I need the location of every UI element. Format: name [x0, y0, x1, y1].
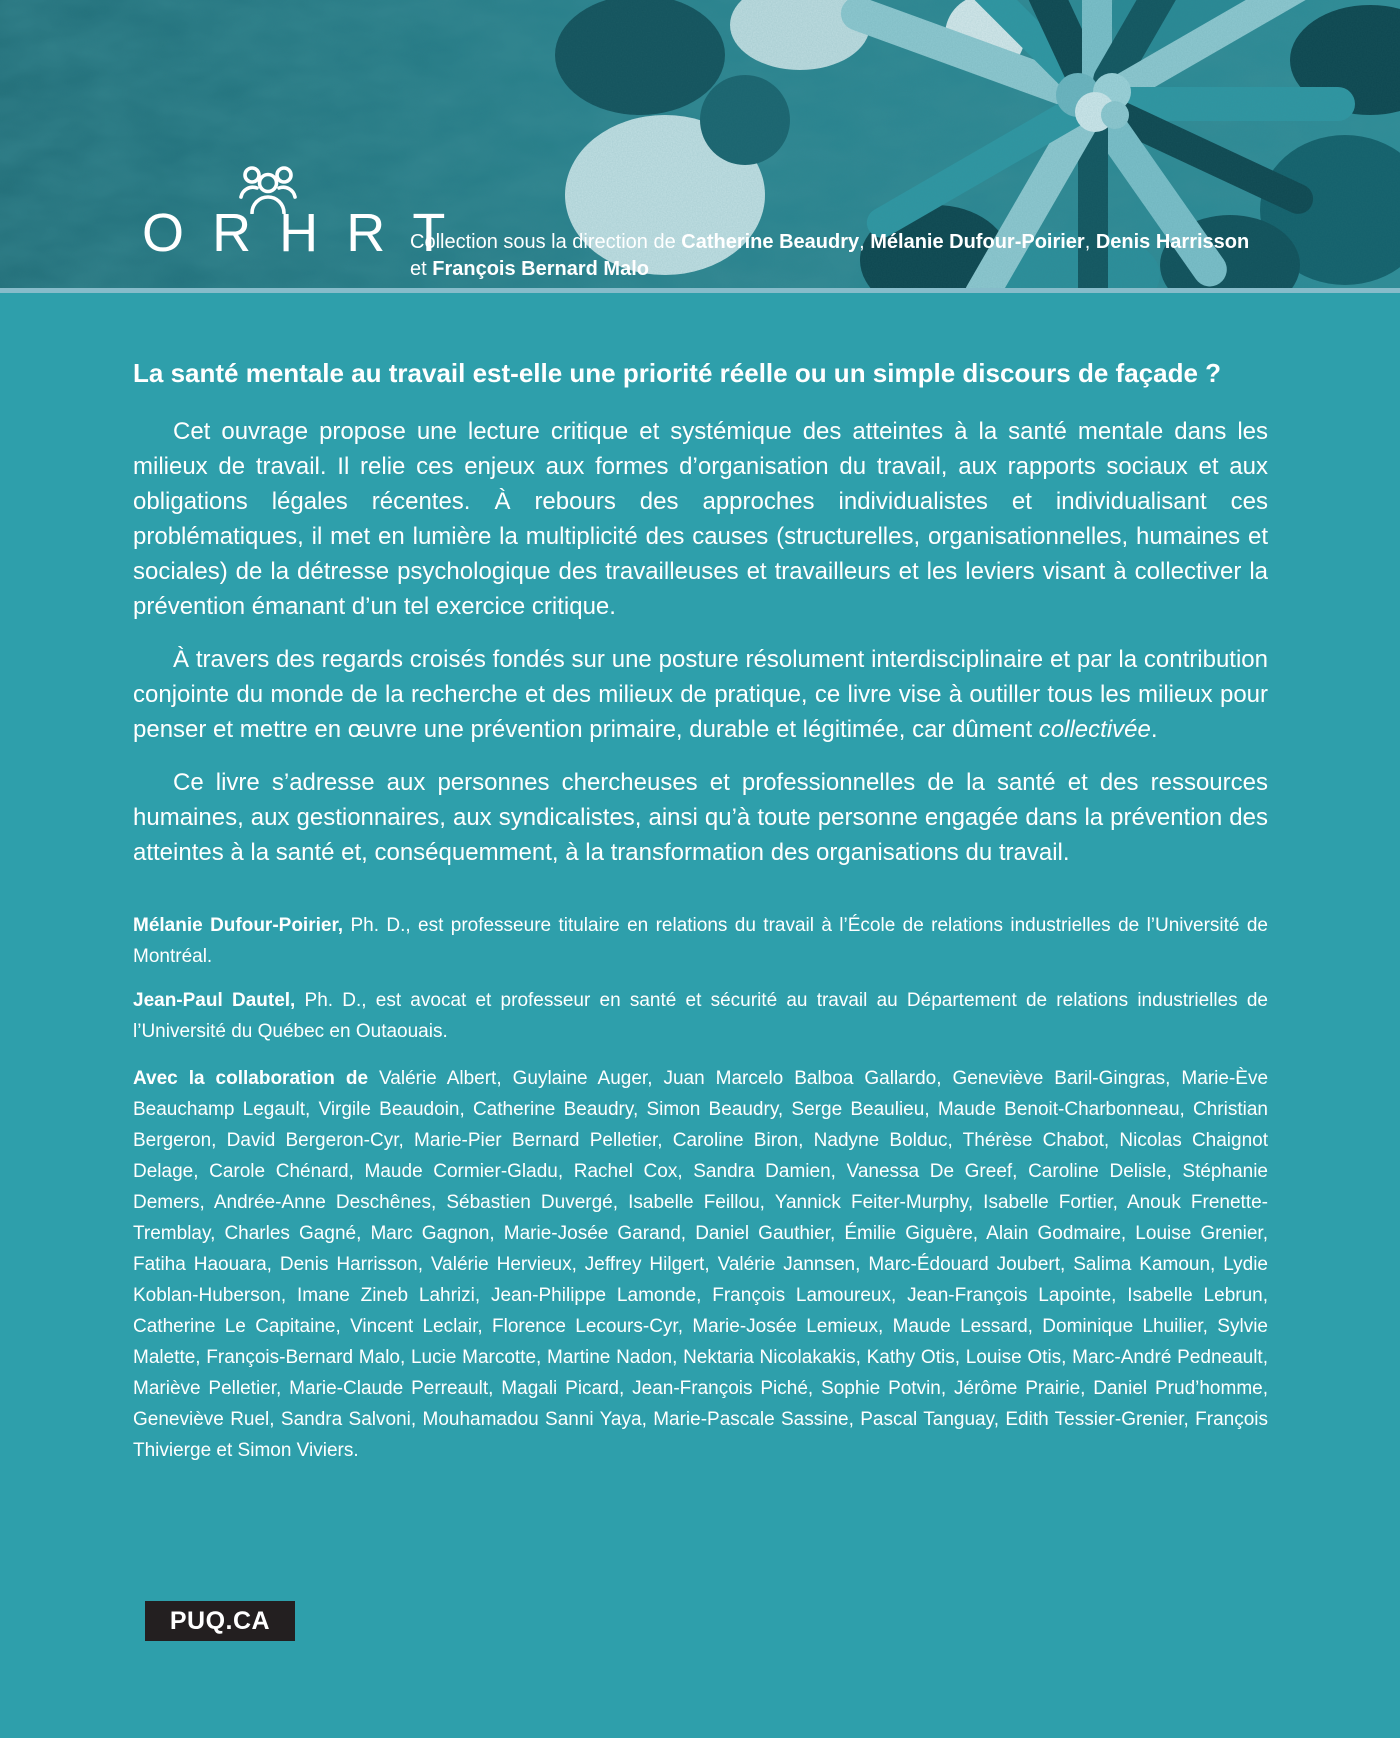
- collection-director: Denis Harrisson: [1095, 231, 1250, 253]
- collaborators-list: [133, 1063, 1268, 1466]
- author-name: Jean-Paul Dautel,: [133, 990, 296, 1011]
- collaborators-names: Valérie Albert, Guylaine Auger, Juan Marcelo Balboa Gallardo, Geneviève Baril-Gingras, Marie-Ève Beauchamp Legault, Virgile Beaudoin, Catherine Beaudry, Simon Beaudry, Serge Beaulieu, Maude Benoit-Charbonneau, Christian Bergeron, David Bergeron-Cyr, Marie-Pier Bernard Pelletier, Caroline Biron, Nadyne Bolduc, Thérèse Chabot, Nicolas Chaignot Delage, Carole Chénard, Maude Cormier-Gladu, Rachel Cox, Sandra Damien, Vanessa De Greef, Caroline Delisle, Stéphanie Demers, Andrée-Anne Deschênes, Sébastien Duvergé, Isabelle Feillou, Yannick Feiter-Murphy, Isabelle Fortier, Anouk Frenette-Tremblay, Charles Gagné, Marc Gagnon, Marie-Josée Garand, Daniel Gauthier, Émilie Giguère, Alain Godmaire, Louise Grenier, Fatiha Haouara, Denis Harrisson, Valérie Hervieux, Jeffrey Hilgert, Valérie Jannsen, Marc-Édouard Joubert, Salima Kamoun, Lydie Koblan-Huberson, Imane Zineb Lahrizi, Jean-Philippe Lamonde, François Lamoureux, Jean-François Lapointe, Isabelle Lebrun, Catherine Le Capitaine, Vincent Leclair, Florence Lecours-Cyr, Marie-Josée Lemieux, Maude Lessard, Dominique Lhuilier, Sylvie Malette, François-Bernard Malo, Lucie Marcotte, Martine Nadon, Nektaria Nicolakakis, Kathy Otis, Louise Otis, Marc-André Pedneault, Mariève Pelletier, Marie-Claude Perreault, Magali Picard, Jean-François Piché, Sophie Potvin, Jérôme Prairie, Daniel Prud’homme, Geneviève Ruel, Sandra Salvoni, Mouhamadou Sanni Yaya, Marie-Pascale Sassine, Pascal Tanguay, Edith Tessier-Grenier, François Thivierge et Simon Viviers.: [133, 1068, 1269, 1461]
- publisher-badge: [145, 1601, 295, 1641]
- collection-director: Catherine Beaudry: [681, 231, 860, 253]
- collection-credit-line1: Collection sous la direction de Catherine Beaudry, Mélanie Dufour-Poirier, Denis Harrisson: [410, 231, 1250, 253]
- publisher-collection-logo: ORHRT: [142, 203, 474, 263]
- author-bio: Jean-Paul Dautel, Ph. D., est avocat et professeur en santé et sécurité au travail au Département de relations industrielles de l’Université du Québec en Outaouais.: [133, 990, 1269, 1042]
- synopsis-paragraph-3: Ce livre s’adresse aux personnes chercheuses et professionnelles de la santé et des ressources humaines, aux gestionnaires, aux syndicalistes, ainsi qu’à toute personne engagée dans la prévention des atteintes à la santé et, conséquemment, à la transformation des organisations du travail.: [133, 769, 1268, 866]
- author-bio: Mélanie Dufour-Poirier, Ph. D., est professeure titulaire en relations du travail à l’École de relations industrielles de l’Université de Montréal.: [133, 915, 1269, 967]
- collection-director: François Bernard Malo: [432, 258, 649, 280]
- collection-credit: [410, 229, 1290, 283]
- collection-director: Mélanie Dufour-Poirier: [870, 231, 1085, 253]
- back-cover-text: [133, 356, 1268, 1466]
- emphasized-word: collectivée: [1038, 716, 1151, 743]
- publisher-url: PUQ.CA: [169, 1606, 271, 1635]
- synopsis-paragraph-2: À travers des regards croisés fondés sur une posture résolument interdisciplinaire et par la contribution conjointe du monde de la recherche et des milieux de pratique, ce livre vise à outiller tous les milieux pour penser et mettre en œuvre une prévention primaire, durable et légitimée, car dûment collectivée.: [133, 646, 1268, 743]
- synopsis-paragraph-1: Cet ouvrage propose une lecture critique et systémique des atteintes à la santé mentale dans les milieux de travail. Il relie ces enjeux aux formes d’organisation du travail, aux rapports sociaux et aux obligations légales récentes. À rebours des approches individualistes et individualisant ces problématiques, il met en lumière la multiplicité des causes (structurelles, organisationnelles, humaines et sociales) de la détresse psychologique des travailleuses et travailleurs et les leviers visant à collectiver la prévention émanant d’un tel exercice critique.: [133, 418, 1268, 620]
- collaborators-lead: Avec la collaboration de: [133, 1068, 380, 1089]
- header-banner: [0, 0, 1400, 288]
- collection-credit-line2: et François Bernard Malo: [410, 258, 649, 280]
- author-name: Mélanie Dufour-Poirier,: [133, 915, 344, 936]
- tagline-question: La santé mentale au travail est-elle une priorité réelle ou un simple discours de façade ?: [133, 358, 1222, 388]
- header-divider-rule: [0, 288, 1400, 293]
